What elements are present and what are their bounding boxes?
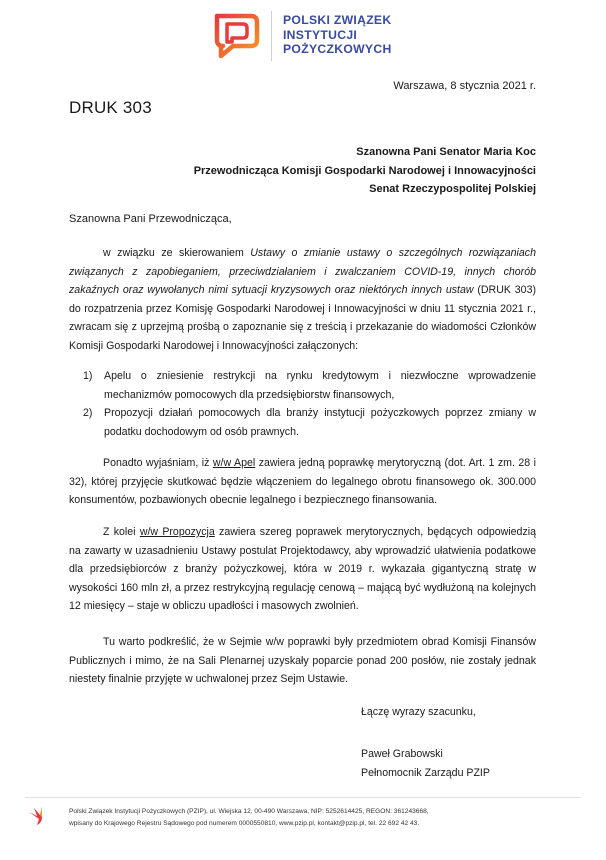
closing-phrase: Łączę wyrazy szacunku, xyxy=(361,706,476,718)
logo-line-2: INSTYTUCJI xyxy=(283,27,358,42)
list-text: Propozycji działań pomocowych dla branży instytucji pożyczkowych poprzez zmiany w podatku dochodowym od osób prawnych. xyxy=(104,407,536,438)
signature-block xyxy=(361,745,490,782)
druk-number: DRUK 303 xyxy=(69,98,152,117)
footer-divider xyxy=(25,797,581,798)
signatory-name: Paweł Grabowski xyxy=(361,748,443,760)
list-item xyxy=(69,404,536,441)
sejm-text: Tu warto podkreślić, że w Sejmie w/w poprawki były przedmiotem obrad Komisji Finansów Publicznych i mimo, że na Sali Plenarnej uzyskały poparcie ponad 200 posłów, nie zostały jednak niestety finalnie przyjęte w uchwalonej przez Sejm Ustawie. xyxy=(69,636,536,686)
paragraph-apel xyxy=(69,454,536,510)
list-text: Apelu o zniesienie restrykcji na rynku kredytowym i niezwłoczne wprowadzenie mechanizmów pomocowych dla przedsiębiorstw finansowych, xyxy=(104,370,536,401)
logo-divider xyxy=(271,11,272,61)
paragraph-propozycja xyxy=(69,523,536,616)
footer-line-1: Polski Związek Instytucji Pożyczkowych (PZIP), ul. Wiejska 12, 00-490 Warszawa, NIP: 5252614425, REGON: 361243668, xyxy=(69,808,429,815)
apel-post: zawiera jedną poprawkę merytoryczną (dot. Art. 1 zm. 28 i 32), której przyjęcie skutkować będzie włączeniem do legalnego obrotu finansowego ok. 300.000 konsumentów, pozbawionych obecnie legalnego i bezpiecznego finansowania. xyxy=(69,457,536,507)
propozycja-post: zawiera szereg poprawek merytorycznych, będących odpowiedzią na zawarty w uzasadnieniu Ustawy postulat Projektodawcy, aby wprowadzić ułatwienia podatkowe dla przedsiębiorców z branży pożyczkowej, która w 2019 r. wykazała gigantyczną stratę w wysokości 160 mln zł, a przez restrykcyjną regulację cenową – mającą być wydłużoną na kolejnych 12 miesięcy – staje w obliczu upadłości i masowych zwolnień. xyxy=(69,526,536,613)
propozycja-pre: Z kolei xyxy=(103,526,140,538)
apel-reference: w/w Apel xyxy=(212,457,256,469)
list-number: 2) xyxy=(83,407,93,420)
list-number: 1) xyxy=(83,370,93,382)
attachments-list xyxy=(69,367,536,441)
paragraph-intro xyxy=(69,244,536,356)
list-item xyxy=(69,367,536,404)
letter-date: Warszawa, 8 stycznia 2021 r. xyxy=(393,80,536,92)
footer-line-2: wpisany do Krajowego Rejestru Sądowego pod numerem 0000550810, www.pzip.pl, kontakt@pzip.pl, tel. 22 692 42 43. xyxy=(69,819,420,827)
logo-wordmark xyxy=(283,13,483,57)
intro-pre: w związku ze skierowaniem xyxy=(103,247,251,259)
paragraph-sejm xyxy=(69,633,536,689)
signatory-title: Pełnomocnik Zarządu PZIP xyxy=(361,766,490,779)
speech-bubble-logo-icon xyxy=(213,12,261,60)
logo-line-1: POLSKI ZWIĄZEK xyxy=(283,13,392,27)
addressee-name: Szanowna Pani Senator Maria Koc xyxy=(356,146,536,158)
salutation: Szanowna Pani Przewodnicząca, xyxy=(69,213,232,225)
apel-pre: Ponadto wyjaśniam, iż xyxy=(103,457,213,469)
law-title: Ustawy o zmianie ustawy o szczególnych rozwiązaniach związanych z zapobieganiem, przeciwdziałaniem i zwalczaniem COVID-19, innych chorób zakaźnych oraz wywołanych nimi sytuacji kryzysowych oraz niektórych innych ustaw xyxy=(69,247,536,297)
addressee-institution: Senat Rzeczypospolitej Polskiej xyxy=(369,183,536,195)
addressee-position: Przewodnicząca Komisji Gospodarki Narodowej i Innowacyjności xyxy=(193,164,536,177)
intro-post: (DRUK 303) do rozpatrzenia przez Komisję Gospodarki Narodowej i Innowacyjności w dniu 11 stycznia 2021 r., zwracam się z uprzejmą prośbą o zapoznanie się z treścią i przekazanie do wiadomości Członków Komisji Gospodarki Narodowej i Innowacyjności załączonych: xyxy=(69,284,536,352)
logo-line-3: POŻYCZKOWYCH xyxy=(283,42,392,56)
propozycja-reference: w/w Propozycja xyxy=(139,526,215,538)
addressee-block xyxy=(194,143,536,199)
bird-icon xyxy=(28,806,50,831)
footer-info xyxy=(69,806,539,829)
pzip-logo xyxy=(213,11,392,61)
